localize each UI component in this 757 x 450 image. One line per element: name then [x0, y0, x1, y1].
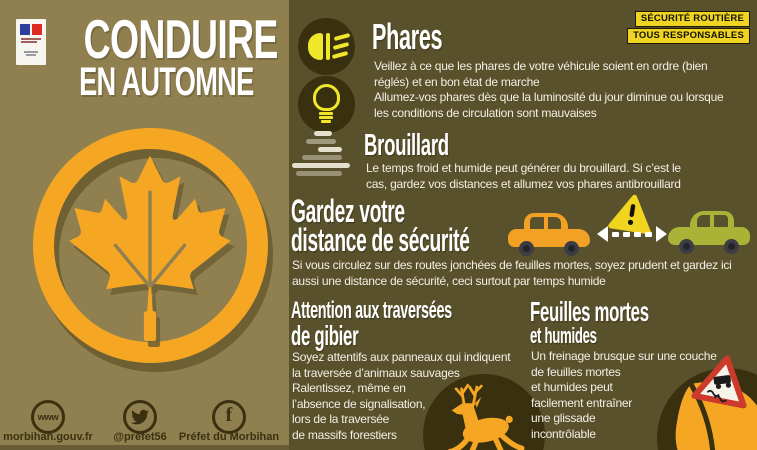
slippery-road-sign-icon: [690, 349, 757, 411]
feuilles-title-line1: Feuilles mortes: [530, 296, 649, 327]
deer-icon: [430, 378, 538, 450]
green-car-icon: [668, 211, 750, 254]
title-line1: CONDUIRE: [83, 8, 278, 70]
website-label[interactable]: morbihan.gouv.fr: [3, 431, 93, 443]
fog-icon: [292, 131, 354, 179]
phares-title: Phares: [372, 16, 443, 57]
distance-title-line1: Gardez votre: [291, 193, 405, 229]
gibier-title-line2: de gibier: [291, 320, 359, 351]
securite-routiere-badge: SÉCURITÉ ROUTIÈRE: [635, 11, 750, 27]
twitter-icon[interactable]: [123, 400, 157, 434]
tous-responsables-badge: TOUS RESPONSABLES: [627, 28, 750, 44]
deer-badge-circle: [423, 374, 545, 450]
sidebar: [0, 0, 289, 450]
distance-title-line2: distance de sécurité: [291, 222, 470, 258]
gibier-title-line1: Attention aux traversées: [291, 297, 452, 324]
orange-car-icon: [508, 213, 590, 256]
www-icon[interactable]: www: [31, 400, 65, 434]
dashed-arrow-icon: [597, 226, 667, 242]
facebook-page-label[interactable]: Préfet du Morbihan: [178, 431, 280, 443]
title-line2: EN AUTOMNE: [79, 60, 254, 104]
twitter-handle-label[interactable]: @prefet56: [113, 431, 167, 443]
maple-leaf-icon: [60, 148, 240, 348]
distance-text: Si vous circulez sur des routes jonchées de feuilles mortes, soyez prudent et gardez ici aussi une distance de sécurité, ceci surtout par temps humide: [292, 258, 732, 288]
sidebar-bottom-strip: [0, 445, 289, 450]
phares-text: Veillez à ce que les phares de votre véhicule soient en ordre (bien réglés) et en bon état de marche Allumez-vos phares dès que la luminosité du jour diminue ou lorsque les conditions de circulation sont mauvaises: [374, 59, 724, 120]
bulb-icon: [298, 76, 355, 133]
facebook-icon[interactable]: f: [212, 400, 246, 434]
brouillard-text: Le temps froid et humide peut générer du brouillard. Si c’est le cas, gardez vos distances et allumez vos phares antibrouillard: [366, 161, 681, 191]
gibier-text: Soyez attentifs aux panneaux qui indiquent la traversée d’animaux sauvages Ralentissez, même en l’absence de signalisation, lors de la traversée de massifs forestiers: [292, 350, 511, 442]
page-title: [38, 8, 278, 104]
headlight-icon: [298, 18, 355, 75]
feuilles-text: Un freinage brusque sur une couche de feuilles mortes et humides peut facilement entraîner une glissade incontrôlable: [531, 349, 717, 441]
feuilles-title-line2: et humides: [530, 323, 597, 348]
brouillard-title: Brouillard: [364, 127, 449, 162]
